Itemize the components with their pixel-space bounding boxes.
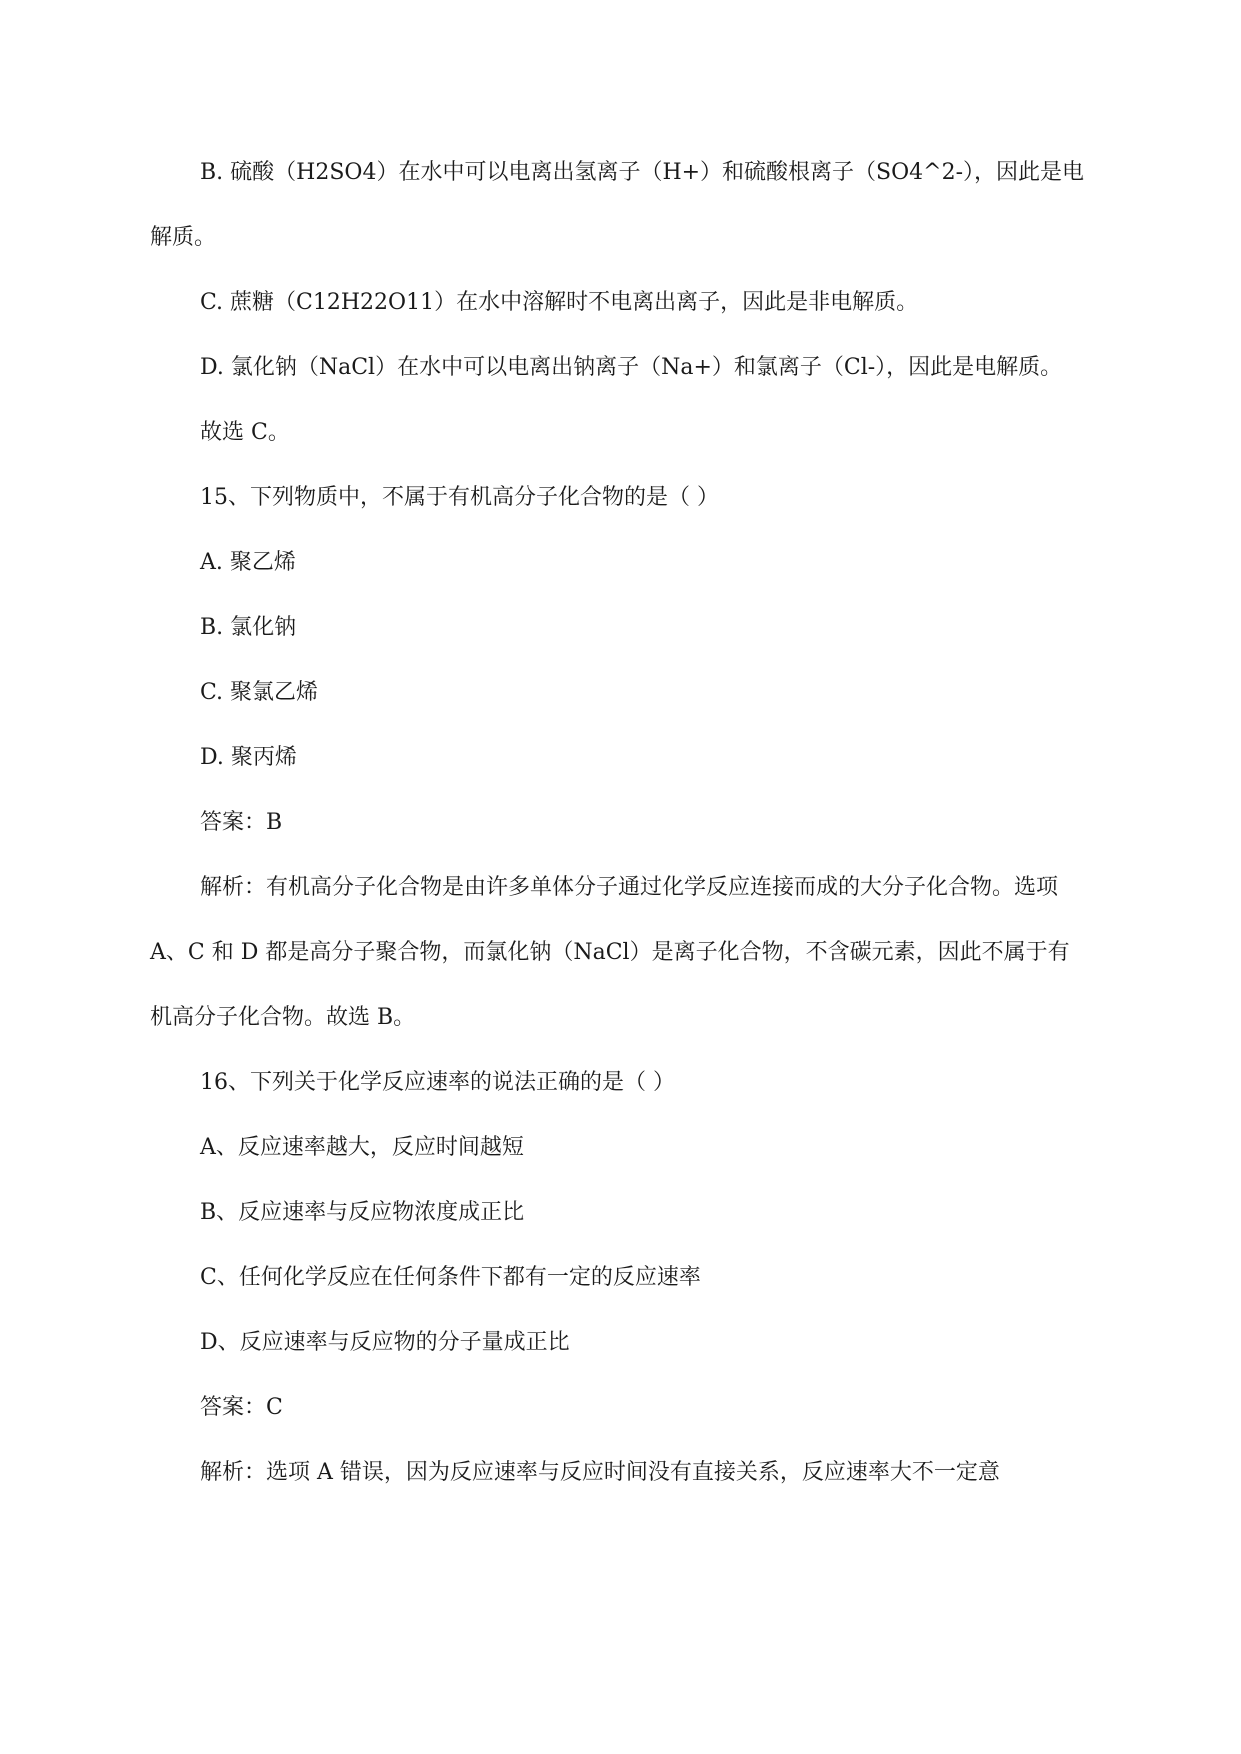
explanation: 解析：有机高分子化合物是由许多单体分子通过化学反应连接而成的大分子化合物。选项 A、C 和 D 都是高分子聚合物，而氯化钠（NaCl）是离子化合物，不含碳元素，因此不属于有机高分子化合物。故选 B。 — [150, 875, 1070, 1030]
option-a: A. 聚乙烯 — [200, 550, 296, 575]
option-b: B、反应速率与反应物浓度成正比 — [200, 1200, 525, 1225]
paragraph: 故选 C。 — [200, 420, 290, 445]
option-d: D. 聚丙烯 — [200, 745, 297, 770]
option-c: C. 聚氯乙烯 — [200, 680, 319, 705]
option-d: D、反应速率与反应物的分子量成正比 — [200, 1330, 570, 1355]
document-body — [150, 140, 1085, 1505]
answer: 答案：B — [200, 810, 283, 835]
explanation: 解析：选项 A 错误，因为反应速率与反应时间没有直接关系，反应速率大不一定意 — [200, 1460, 1000, 1485]
option-a: A、反应速率越大，反应时间越短 — [200, 1135, 524, 1160]
option-b: B. 氯化钠 — [200, 615, 297, 640]
question-15: 15、下列物质中，不属于有机高分子化合物的是（ ） — [200, 485, 719, 510]
answer: 答案：C — [200, 1395, 283, 1420]
option-c: C、任何化学反应在任何条件下都有一定的反应速率 — [200, 1265, 701, 1290]
paragraph: B. 硫酸（H2SO4）在水中可以电离出氢离子（H+）和硫酸根离子（SO4^2-），因此是电解质。 — [150, 160, 1085, 250]
paragraph: D. 氯化钠（NaCl）在水中可以电离出钠离子（Na+）和氯离子（Cl-），因此是电解质。 — [200, 355, 1063, 380]
paragraph: C. 蔗糖（C12H22O11）在水中溶解时不电离出离子，因此是非电解质。 — [200, 290, 919, 315]
question-16: 16、下列关于化学反应速率的说法正确的是（ ） — [200, 1070, 675, 1095]
